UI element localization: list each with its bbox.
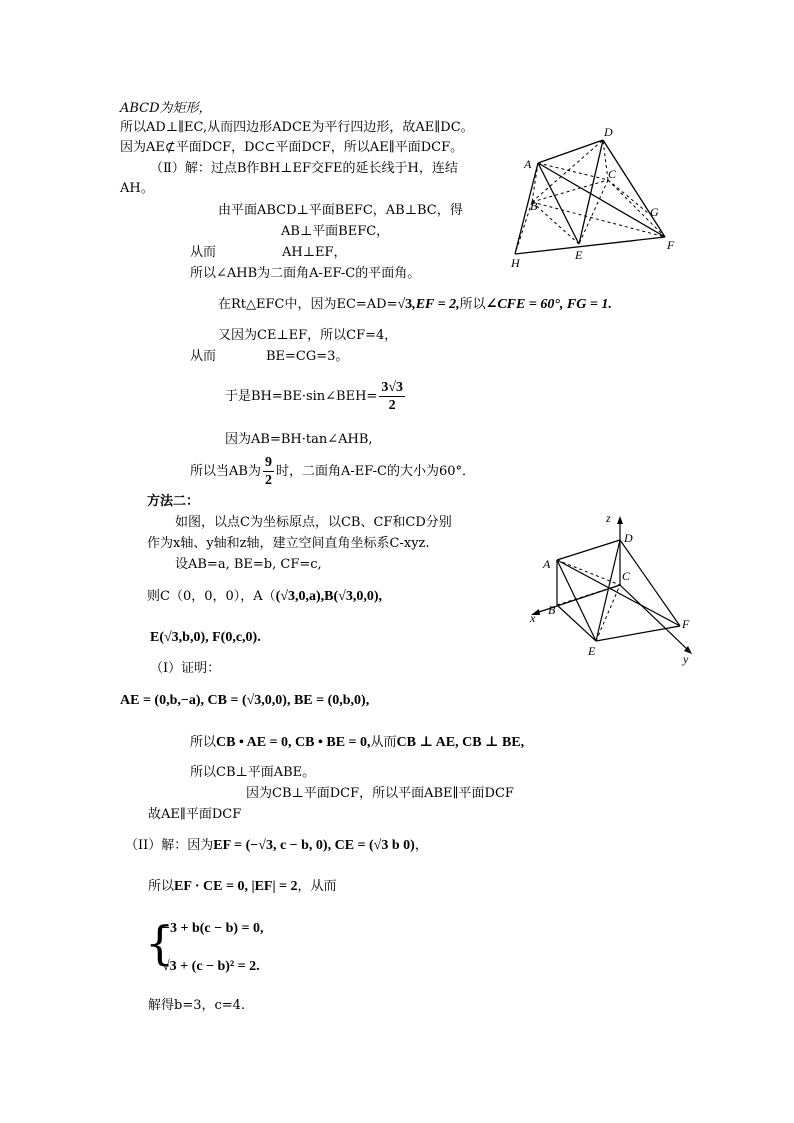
fraction-denominator: 2 [388, 398, 396, 413]
math-line [147, 589, 382, 605]
text-segment: 于是BH=BE·sin∠BEH= [225, 389, 378, 404]
figure-label: F [667, 238, 675, 252]
fraction-numerator: 3√3 [381, 380, 404, 395]
figure-label: E [575, 248, 583, 262]
text-line: ABCD为矩形， [120, 101, 212, 116]
math-line: AE = (0,b,−a), CB = (√3,0,0), BE = (0,b,0), [120, 693, 370, 708]
figure-label: D [624, 531, 633, 545]
text-line: 从而 [190, 349, 217, 364]
math-line: E(√3,b,0), F(0,c,0). [150, 630, 261, 645]
math-sqrt3: √3 [397, 297, 413, 312]
equation-line: √3 + (c − b)² = 2. [162, 959, 260, 974]
figure-label: B [548, 603, 556, 617]
left-brace: { [145, 916, 175, 970]
text-line: 解得b=3，c=4. [148, 998, 246, 1013]
math-segment: ∠CFE = 60°, FG = 1. [485, 297, 612, 312]
text-segment: 所以 [148, 879, 175, 894]
text-line: 所以∠AHB为二面角A-EF-C的平面角。 [190, 266, 421, 281]
text-line: AB⊥平面BEFC， [281, 224, 390, 239]
figure-label: y [683, 652, 689, 666]
fraction [379, 379, 405, 414]
text-segment: 所以当AB为 [190, 464, 261, 479]
math-line [190, 735, 524, 751]
figure-label: z [606, 511, 611, 525]
text-segment: 所以 [459, 297, 486, 312]
fraction [263, 454, 274, 489]
math-segment: EF = (−√3, c − b, 0), CE = (√3 b 0) [213, 838, 415, 853]
figure-label: G [650, 205, 659, 219]
text-segment: 则C（0，0，0），A（ [147, 589, 276, 604]
text-segment: 在Rt△EFC中，因为EC=AD= [218, 297, 398, 312]
text-line: AH⊥EF， [282, 245, 347, 260]
figure-label: C [622, 569, 631, 583]
text-line: 所以AD⊥∥EC,从而四边形ADCE为平行四边形，故AE∥DC。 [120, 120, 474, 135]
text-line: 因为AE⊄平面DCF，DC⊂平面DCF，所以AE∥平面DCF。 [120, 140, 464, 155]
math-segment: EF · CE = 0, |EF| = 2 [174, 879, 298, 894]
text-line: 从而 [190, 245, 217, 260]
math-line [125, 838, 428, 854]
text-line: （Ⅰ）证明： [150, 661, 221, 676]
text-line: AH。 [120, 181, 154, 196]
fraction-numerator: 9 [264, 455, 272, 470]
text-segment: ， [414, 838, 428, 853]
text-segment: 从而 [370, 735, 397, 750]
math-segment: (√3,0,a), [275, 589, 325, 604]
math-line [225, 379, 407, 415]
fraction-denominator: 2 [264, 473, 272, 488]
math-line [218, 297, 612, 313]
figure-label: C [608, 167, 617, 181]
text-line: 因为CB⊥平面DCF，所以平面ABE∥平面DCF [246, 786, 514, 801]
math-segment: CB ⊥ AE, CB ⊥ BE, [396, 735, 525, 750]
section-heading: 方法二： [147, 494, 200, 509]
figure-label: A [524, 157, 532, 171]
text-segment: 时，二面角A-EF-C的大小为60°． [275, 464, 476, 479]
text-line: 故AE∥平面DCF [148, 807, 242, 822]
figure-label: B [530, 199, 538, 213]
math-segment: B(√3,0,0), [324, 589, 383, 604]
text-line: 所以CB⊥平面ABE。 [190, 765, 316, 780]
text-segment: 所以 [190, 735, 217, 750]
math-line [190, 454, 475, 490]
figure-label: E [588, 644, 596, 658]
text-line: 作为x轴、y轴和z轴，建立空间直角坐标系C-xyz. [147, 536, 430, 551]
figure-label: x [530, 611, 536, 625]
text-line: BE=CG=3。 [266, 349, 349, 364]
text-line: 又因为CE⊥EF，所以CF=4， [218, 328, 398, 343]
figure-label: A [543, 557, 551, 571]
text-segment: （II）解：因为 [125, 838, 214, 853]
figure-coordinate-system [520, 505, 705, 670]
text-segment: ，从而 [297, 879, 337, 894]
figure-label: H [511, 256, 520, 270]
text-line: 如图，以点C为坐标原点，以CB、CF和CD分别 [175, 515, 452, 530]
text-line: 由平面ABCD⊥平面BEFC，AB⊥BC，得 [218, 203, 463, 218]
math-segment: ,EF = 2, [412, 297, 460, 312]
figure-pyramid-1 [500, 120, 700, 275]
equation-line: −3 + b(c − b) = 0, [162, 921, 264, 936]
text-line: 因为AB=BH·tan∠AHB, [225, 432, 373, 447]
text-line: 设AB=a, BE=b, CF=c, [175, 557, 322, 572]
text-line: （Ⅱ）解：过点B作BH⊥EF交FE的延长线于H，连结 [150, 161, 458, 176]
math-segment: CB • AE = 0, CB • BE = 0, [216, 735, 371, 750]
figure-label: F [682, 617, 690, 631]
math-line [148, 879, 337, 895]
figure-label: D [604, 125, 613, 139]
